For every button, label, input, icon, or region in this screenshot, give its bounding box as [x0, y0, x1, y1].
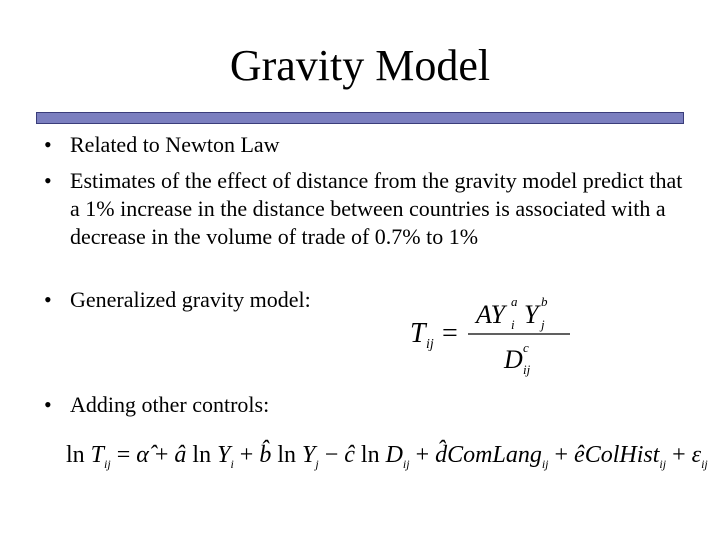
bullet-text-3: Generalized gravity model:	[70, 287, 311, 312]
svg-text:b: b	[541, 294, 548, 309]
svg-text:j: j	[541, 317, 545, 332]
bullet-text-2: Estimates of the effect of distance from the gravity model predict that a 1% increase in the distance between countries is associated with a decrease in the volume of trade of 0.7% to 1%	[70, 168, 683, 249]
svg-text:a: a	[511, 294, 518, 309]
bullet-text-1: Related to Newton Law	[70, 132, 280, 157]
svg-text:i: i	[511, 317, 515, 332]
svg-text:ij: ij	[523, 362, 531, 377]
svg-text:ij: ij	[426, 337, 434, 352]
svg-text:Y: Y	[524, 300, 539, 329]
svg-text:T: T	[410, 318, 426, 349]
bullet-dot-2: •	[44, 168, 52, 193]
bullet-text-4: Adding other controls:	[70, 392, 270, 417]
bullet-dot-1: •	[44, 132, 52, 157]
svg-text:AY: AY	[476, 300, 505, 329]
svg-text:c: c	[523, 340, 529, 355]
svg-text:D: D	[504, 345, 523, 374]
svg-text:ln Tij = α̂ + â ln Yi + b̂ ln: $\ln T_{ij}$ = α̂ + â $\ln Y_i$ + b̂ $\ln Y_j$ − ĉ $\ln D_{ij}$ + d̂ComLang$_{ij}$ + êColHist$_{ij}$ + $\varepsilon_{ij}$	[66, 442, 708, 471]
bullet-dot-3: •	[44, 287, 52, 312]
gravity-equation	[410, 290, 580, 380]
page-title: Gravity Model	[229, 41, 491, 90]
bullet-dot-4: •	[44, 392, 52, 417]
svg-text:=: =	[442, 318, 458, 349]
controls-equation	[66, 434, 708, 474]
